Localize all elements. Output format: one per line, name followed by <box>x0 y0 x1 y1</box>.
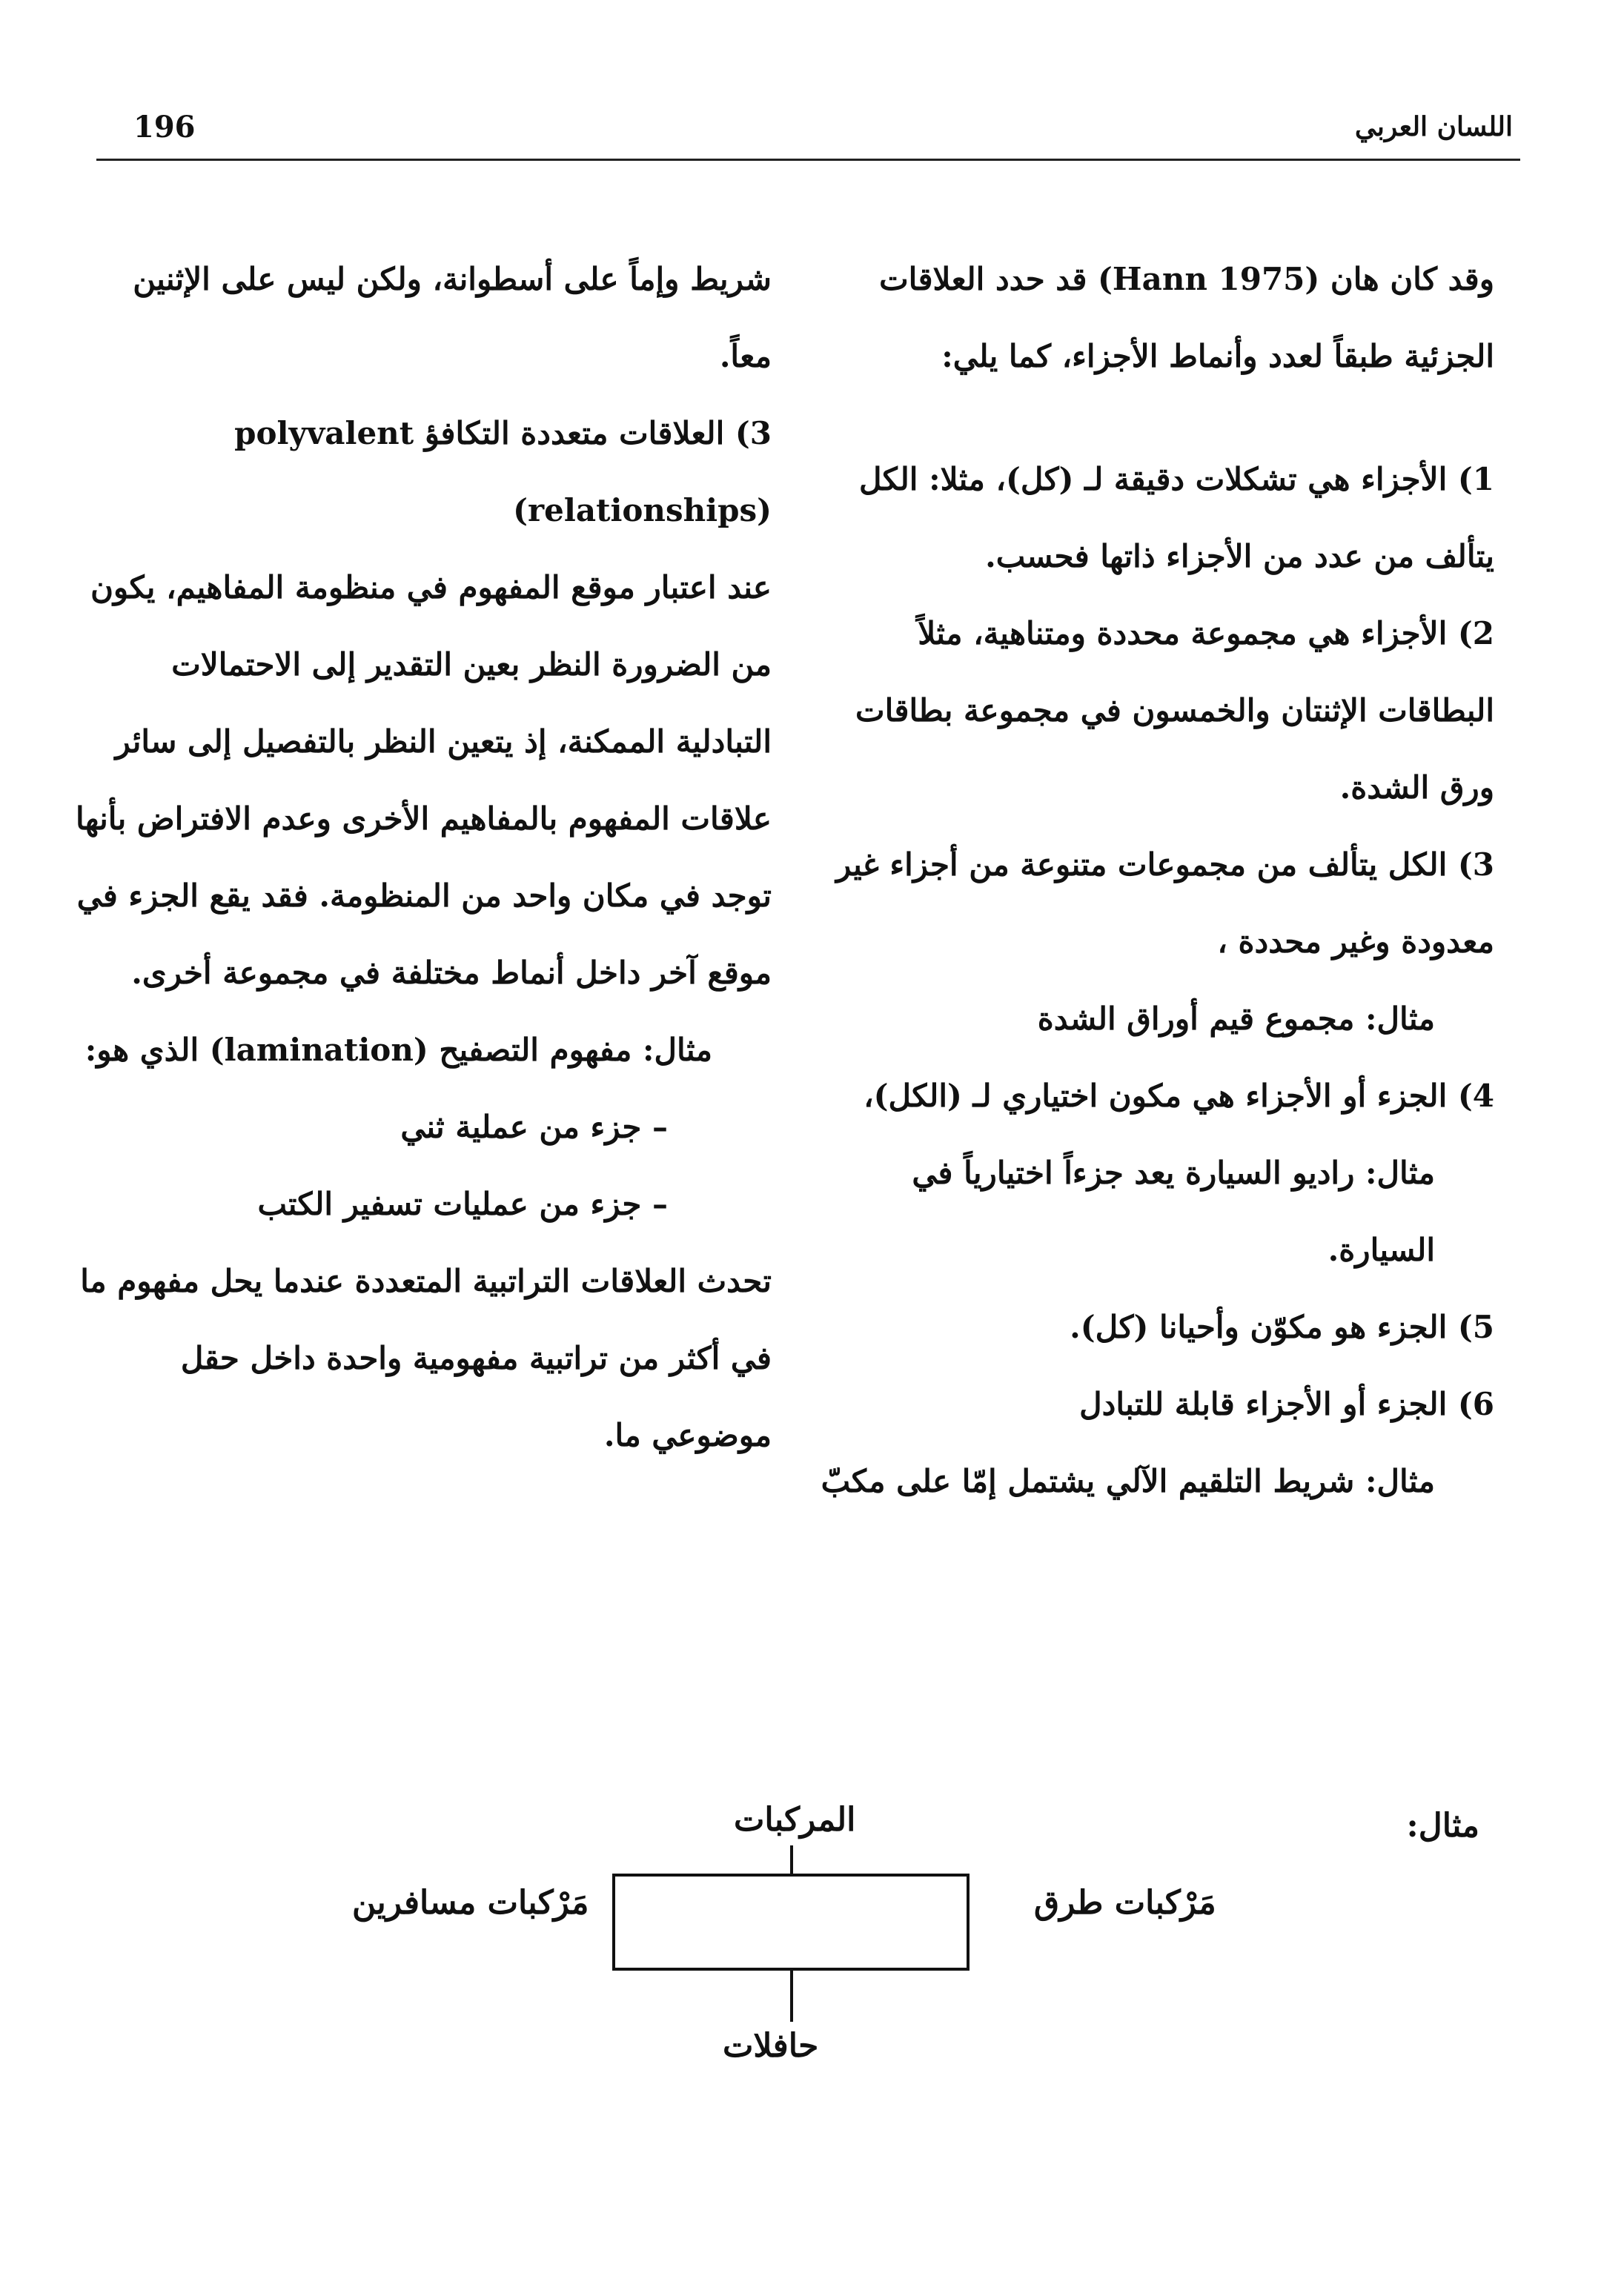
list-item-5: 5) الجزء هو مكوّن وأحيانا (كل). <box>1070 1309 1494 1345</box>
page-number: 196 <box>133 110 196 145</box>
dash-item-2: – جزء من عمليات تسفير الكتب <box>257 1186 668 1222</box>
diagram-top-label: المركبات <box>734 1801 856 1839</box>
running-head: اللسان العربي <box>1354 111 1513 142</box>
list-item-6: 6) الجزء أو الأجزاء قابلة للتبادل <box>1079 1386 1494 1422</box>
list-item-2: 2) الأجزاء هي مجموعة محددة ومتناهية، مثلاً البطاقات الإثنتان والخمسون في مجموعة بطاقات ورق الشدة. <box>855 615 1494 806</box>
diagram-box <box>614 1875 968 1969</box>
list-item-4: 4) الجزء أو الأجزاء هي مكون اختياري لـ (الكل)، <box>864 1078 1494 1114</box>
body-paragraph-1: عند اعتبار موقع المفهوم في منظومة المفاهيم، يكون من الضرورة النظر بعين التقدير إلى الاحتمالات التبادلية الممكنة، إذ يتعين النظر بالتفصيل إلى سائر علاقات المفهوم بالمفاهيم الأخرى وعدم الافتراض بأنها توجد في مكان واحد من المنظومة. فقد يقع الجزء في موقع آخر داخل أنماط مختلفة في مجموعة أخرى. <box>75 569 772 991</box>
section-heading: 3) العلاقات متعددة التكافؤ polyvalent (relationships) <box>234 415 772 528</box>
list-item-3-example: مثال: مجموع قيم أوراق الشدة <box>1037 1001 1435 1037</box>
example-line: مثال: مفهوم التصفيح (lamination) الذي هو: <box>84 1032 712 1068</box>
intro-paragraph: وقد كان هان (Hann 1975) قد حدد العلاقات الجزئية طبقاً لعدد وأنماط الأجزاء، كما يلي: <box>879 261 1494 374</box>
continuation-line: شريط وإماً على أسطوانة، ولكن ليس على الإثنين معاً. <box>133 261 772 374</box>
dash-item-1: – جزء من عملية ثني <box>400 1109 668 1145</box>
list-item-1: 1) الأجزاء هي تشكلات دقيقة لـ (كل)، مثلا: الكل يتألف من عدد من الأجزاء ذاتها فحسب. <box>859 461 1494 574</box>
diagram-right-label: مَرْكبات طرق <box>1034 1884 1216 1922</box>
list-item-4-example: مثال: راديو السيارة يعد جزءاً اختيارياً في السيارة. <box>912 1155 1435 1268</box>
diagram-bottom-label: حافلات <box>723 2027 819 2065</box>
body-paragraph-2: تحدث العلاقات التراتبية المتعددة عندما يحل مفهوم ما في أكثر من تراتبية مفهومية واحدة داخل حقل موضوعي ما. <box>80 1263 772 1453</box>
list-item-3: 3) الكل يتألف من مجموعات متنوعة من أجزاء غير معدودة وغير محددة ، <box>835 846 1494 960</box>
list-item-6-example: مثال: شريط التلقيم الآلي يشتمل إمّا على مكبّ <box>821 1463 1435 1499</box>
diagram-example-label: مثال: <box>1406 1807 1479 1845</box>
diagram-left-label: مَرْكبات مسافرين <box>352 1884 589 1922</box>
